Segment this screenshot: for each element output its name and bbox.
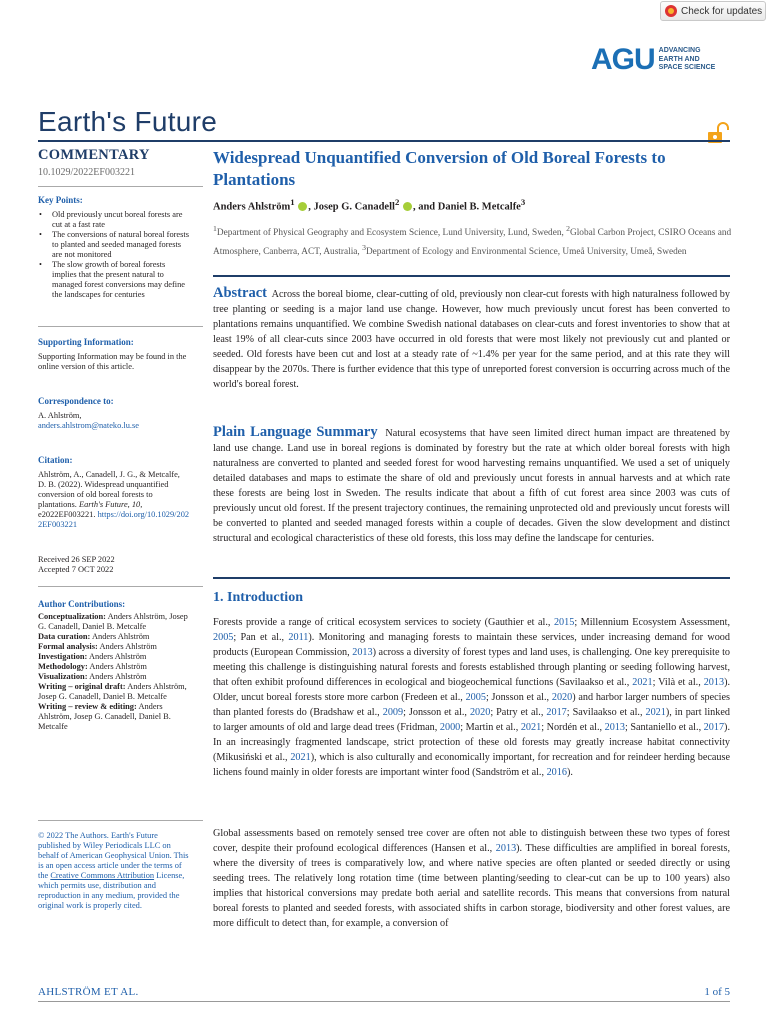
paragraph-text: ; Millennium Ecosystem Assessment,: [574, 617, 731, 628]
citation-year-link[interactable]: 2005: [213, 632, 234, 643]
citation: [38, 455, 190, 530]
citation-heading: Citation:: [38, 455, 73, 465]
key-points-heading: Key Points:: [38, 195, 83, 205]
article-doi: 10.1029/2022EF003221: [38, 167, 135, 178]
correspondence-heading: Correspondence to:: [38, 396, 114, 406]
citation-volume: 10: [131, 500, 141, 509]
correspondence-email-link[interactable]: anders.ahlstrom@nateko.lu.se: [38, 421, 139, 430]
key-point-item: • Old previously uncut boreal forests are cut at a fast rate: [38, 210, 190, 230]
citation-year-link[interactable]: 2016: [546, 767, 567, 778]
intro-paragraph-1: [213, 615, 730, 780]
paragraph-text: ), which is also culturally and economically important, for recreation and for reindeer herding because lichens found mainly in older forests are important winter food (Sandström et al.,: [213, 752, 730, 778]
article-title: Widespread Unquantified Conversion of Old Boreal Forests to Plantations: [213, 148, 666, 189]
contribution-item: Conceptualization: Anders Ahlström, Josep G. Canadell, Daniel B. Metcalfe: [38, 612, 188, 631]
orcid-icon[interactable]: [298, 202, 307, 211]
paragraph-text: ; Vilà et al.,: [652, 677, 704, 688]
citation-year-link[interactable]: 2013: [352, 647, 373, 658]
footer-rule: [38, 1001, 730, 1002]
correspondence-name: A. Ahlström,: [38, 411, 82, 420]
paragraph-text: ).: [566, 767, 573, 778]
citation-year-link[interactable]: 2021: [520, 722, 542, 733]
contribution-item: Writing – original draft: Anders Ahlström, Josep G. Canadell, Daniel B. Metcalfe: [38, 682, 187, 701]
article-type: COMMENTARY: [38, 147, 150, 163]
agu-tagline: ADVANCING EARTH AND SPACE SCIENCE: [658, 47, 716, 72]
affiliations: $^1$Department of Physical Geography and Ecosystem Science, Lund University, Lund, Sweden, $^2$Global Carbon Project, CSIRO Oceans and Atmosphere, Canberra, ACT, Australia, $^3$Department of Ecology and Environmental Science, Umeå University, Umeå, Sweden: [213, 224, 732, 257]
paragraph-text: ; Martin et al.,: [460, 722, 521, 733]
citation-text: Ahlström, A., Canadell, J. G., & Metcalfe, D. B. (2022). Widespread unquantified conversion of old boreal forests to plantations. Earth's Future, 10, e2022EF003221. https://doi.org/10.1029/2022EF003221: [38, 470, 190, 529]
citation-doi-link[interactable]: https://doi.org/10.1029/2022EF003221: [38, 510, 190, 529]
intro-rule: [213, 577, 730, 579]
footer-authors: AHLSTRÖM ET AL.: [38, 986, 139, 998]
paragraph-text: ; Jonsson et al.,: [485, 692, 552, 703]
author-contributions: [38, 599, 190, 732]
license-notice: © 2022 The Authors. Earth's Future published by Wiley Periodicals LLC on behalf of American Geophysical Union. This is an open access article under the terms of the Creative Commons Attribution License, which permits use, distribution and reproduction in any medium, provided the original work is properly cited.: [38, 831, 189, 910]
citation-year-link[interactable]: 2009: [382, 707, 404, 718]
header-rule: [38, 140, 730, 142]
abstract-text: Across the boreal biome, clear-cutting of old, previously non clear-cut forests with high naturalness followed by tree planting or seeding is a major land use change. However, how much previously uncut forest has been converted to plantations remains unquantified. We combine Swedish national databases on clear-cuts and forest inventories to show that at least 19% of all clear-cuts since 2003 have occurred in old forests that were most likely not previously cut and planted or seeded. Old forests have been cut and lost at a steady rate of ~1.4% per year for the same period, and at this rate they will disappear by the 2070s. There is further evidence that this type of unreported forest conversion is occurring across much of the world's boreal forest.: [213, 289, 730, 390]
contribution-item: Investigation: Anders Ahlström: [38, 652, 147, 661]
intro-paragraph-2: [213, 826, 730, 931]
citation-year-link[interactable]: 2015: [553, 617, 575, 628]
page-number: 1 of 5: [704, 986, 730, 998]
citation-year-link[interactable]: 2020: [551, 692, 573, 703]
paragraph-text: ; Santaniello et al.,: [624, 722, 704, 733]
citation-year-link[interactable]: 2021: [632, 677, 653, 688]
left-rule: [38, 586, 203, 587]
supporting-heading: Supporting Information:: [38, 337, 134, 347]
contribution-item: Visualization: Anders Ahlström: [38, 672, 147, 681]
paragraph-text: ). Older, uncut boreal forests store more carbon (Fredeen et al.,: [213, 677, 731, 703]
section-heading-introduction: 1. Introduction: [213, 590, 303, 605]
paragraph-text: ) and harbor larger numbers of species than planted forests do (Bradshaw et al.,: [213, 692, 730, 718]
paragraph-text: Global assessments based on remotely sensed tree cover are often not able to distinguish between these two types of forest cover, despite their profound ecological differences (Hansen et al.,: [213, 828, 730, 854]
agu-wordmark: AGU: [591, 43, 655, 76]
left-rule: [38, 820, 203, 821]
paragraph-text: ), in part linked to larger amounts of old and large dead trees (Fridman,: [213, 707, 730, 733]
orcid-icon[interactable]: [403, 202, 412, 211]
contributions-heading: Author Contributions:: [38, 599, 126, 609]
plain-language-summary: [213, 425, 730, 546]
key-points: [38, 195, 190, 300]
contribution-item: Formal analysis: Anders Ahlström: [38, 642, 157, 651]
left-rule: [38, 186, 203, 187]
article-dates: [38, 555, 190, 575]
creative-commons-link[interactable]: Creative Commons Attribution: [50, 871, 155, 880]
citation-year-link[interactable]: 2021: [290, 752, 311, 763]
abstract-rule: [213, 275, 730, 277]
citation-year-link[interactable]: 2005: [465, 692, 486, 703]
pls-text: Natural ecosystems that have seen limited direct human impact are threatened by land use change. Land use in boreal regions is dominated by forestry but the rate at which older boreal forests with high naturalness are converted to planted and seeded forest for wood harvesting remains unquantified. We used a set of uniquely detailed databases and maps to estimate the share of old and previously uncut forests in annual harvests and at which rate these forests are being lost in Sweden. The results indicate that about a fifth of cut forest area since 2003 was cuts of previously uncut old forest. If the present trajectory continues, the remaining unprotected old and previously uncut forests will be converted to planted and seeded managed forests within a couple of decades. Given the slow development and distinct structural and ecological characteristics of these old forests, this loss may define the landscape for centuries.: [213, 428, 731, 544]
paragraph-text: ; Savilaakso et al.,: [566, 707, 646, 718]
paragraph-text: ) across a diversity of forest types and land uses, is challenging. One key prerequisite to meeting this challenge is distinguishing natural forests and forests established through planting or seeding following harvest, that often exhibit profound differences in ecological and biogeochemical functions (Savilaakso et al.,: [213, 647, 730, 688]
citation-year-link[interactable]: 2000: [439, 722, 461, 733]
author-name: Josep G. Canadell: [313, 201, 395, 213]
citation-year-link[interactable]: 2013: [495, 843, 517, 854]
contribution-item: Writing – review & editing: Anders Ahlström, Josep G. Canadell, Daniel B. Metcalfe: [38, 702, 171, 731]
check-for-updates-button[interactable]: [660, 1, 766, 21]
paragraph-text: ; Pan et al.,: [233, 632, 289, 643]
paragraph-text: ; Nordén et al.,: [541, 722, 605, 733]
paragraph-text: ). Monitoring and managing forests to maintain these services, under increasing demand for wood products (European Commission,: [213, 632, 730, 658]
citation-year-link[interactable]: 2020: [469, 707, 491, 718]
pls-heading: Plain Language Summary: [213, 424, 378, 440]
agu-logo: [591, 43, 731, 77]
key-point-item: • The conversions of natural boreal forests to planted and seeded managed forests are not monitored: [38, 230, 190, 260]
citation-year-link[interactable]: 2021: [645, 707, 666, 718]
contribution-item: Methodology: Anders Ahlström: [38, 662, 147, 671]
paragraph-text: Forests provide a range of critical ecosystem services to society (Gauthier et al.,: [213, 617, 554, 628]
abstract-heading: Abstract: [213, 285, 267, 301]
author-name: Daniel B. Metcalfe: [437, 201, 521, 213]
crossmark-icon: [665, 5, 677, 17]
abstract: [213, 286, 730, 392]
paragraph-text: ; Patry et al.,: [490, 707, 547, 718]
author-name: Anders Ahlström: [213, 201, 291, 213]
paragraph-text: ). In an increasingly fragmented landscape, strict protection of these old forests may greatly increase habitat connectivity (Mikusiński et al.,: [213, 722, 730, 763]
supporting-text: Supporting Information may be found in the online version of this article.: [38, 352, 187, 371]
key-point-item: • The slow growth of boreal forests implies that the present natural to managed forest conversions may define the landscapes for centuries: [38, 260, 190, 300]
accepted-date: Accepted 7 OCT 2022: [38, 565, 114, 574]
contribution-item: Data curation: Anders Ahlström: [38, 632, 150, 641]
author-list: Anders Ahlström$^1$ , Josep G. Canadell$^2$ , and Daniel B. Metcalfe$^3$: [213, 197, 526, 213]
supporting-information: [38, 337, 190, 372]
citation-year-link[interactable]: 2013: [604, 722, 625, 733]
left-rule: [38, 326, 203, 327]
paragraph-text: ). These difficulties are amplified in boreal forests, where the diversity of trees is comparatively low, and where native species are often planted or seeded directly or using seeding trees. The relatively long rotation time (time between planting/seeding to clear-cut can be up to 100 years) also implies that historical conversions may predate both aerial and satellite records. This means that conversions from natural boreal forests to planted and seeded forests, with associated shifts in carbon storage, biodiversity and other forest values, are more difficult to detect than, for example, a conversion of: [213, 843, 730, 929]
citation-journal: Earth's Future: [78, 500, 128, 509]
check-for-updates-label: Check for updates: [681, 5, 763, 17]
correspondence: [38, 396, 190, 431]
citation-year-link[interactable]: 2017: [546, 707, 567, 718]
paragraph-text: ; Jonsson et al.,: [403, 707, 470, 718]
journal-title: Earth's Future: [38, 106, 218, 137]
citation-year-link[interactable]: 2017: [703, 722, 725, 733]
citation-year-link[interactable]: 2011: [288, 632, 309, 643]
received-date: Received 26 SEP 2022: [38, 555, 115, 564]
citation-year-link[interactable]: 2013: [703, 677, 725, 688]
